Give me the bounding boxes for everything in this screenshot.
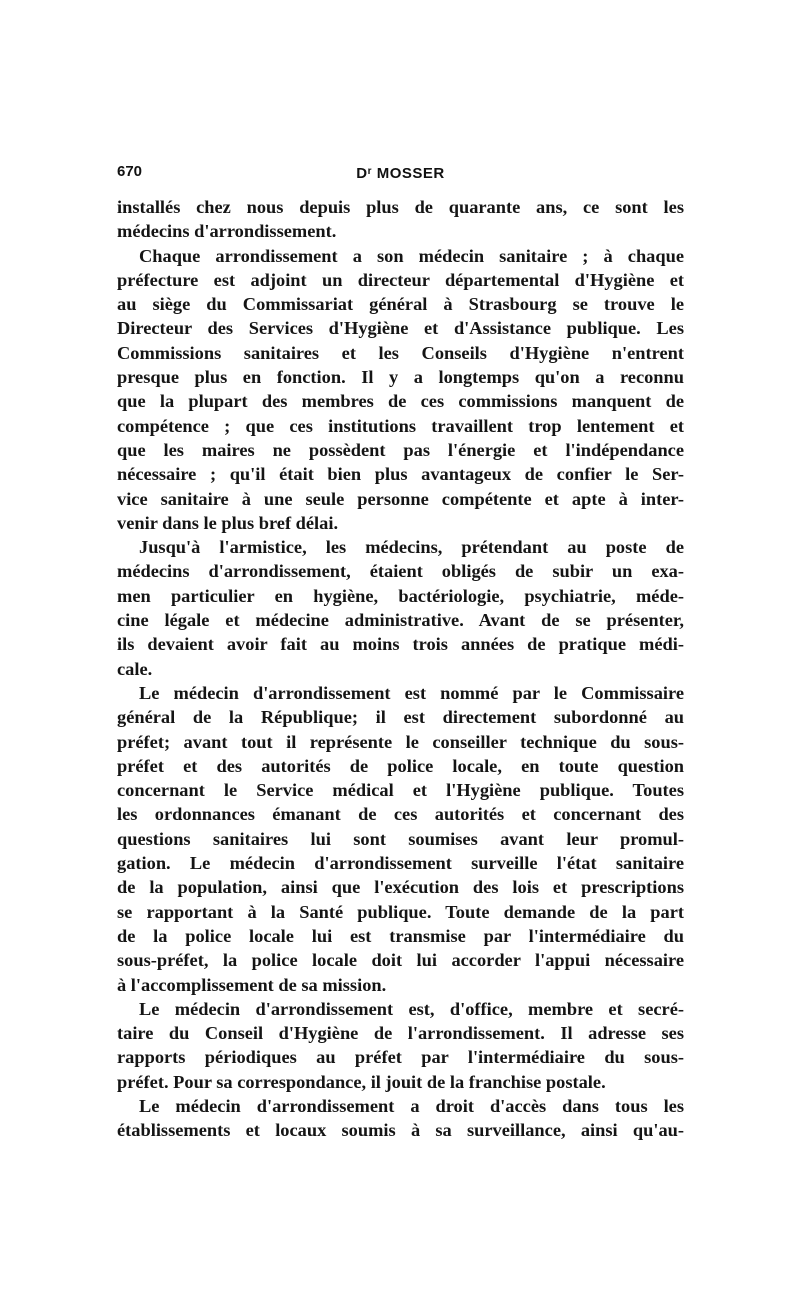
text-line: les ordonnances émanant de ces autorités et concernant des — [117, 804, 684, 825]
paragraph-continuation — [117, 195, 684, 244]
running-head-author: MOSSER — [376, 165, 445, 182]
text-line: général de la République; il est directement subordonné au — [117, 707, 684, 728]
paragraph-conseil-hygiene — [117, 997, 684, 1094]
text-line: venir dans le plus bref délai. — [117, 512, 339, 533]
text-line: établissements et locaux soumis à sa surveillance, ainsi qu'au- — [117, 1120, 684, 1141]
text-line: que les maires ne possèdent pas l'énergie et l'indépendance — [117, 439, 684, 460]
text-line: questions sanitaires lui sont soumises avant leur promul- — [117, 828, 684, 849]
page-number: 670 — [117, 163, 143, 180]
text-line: Chaque arrondissement a son médecin sanitaire ; à chaque — [139, 245, 684, 266]
text-line: au siège du Commissariat général à Strasbourg se trouve le — [117, 294, 684, 315]
text-line: cine légale et médecine administrative. Avant de se présenter, — [117, 610, 684, 631]
text-line: à l'accomplissement de sa mission. — [117, 974, 387, 995]
text-line: cale. — [117, 658, 153, 679]
paragraph-droit-acces — [117, 1094, 684, 1143]
text-line: Jusqu'à l'armistice, les médecins, prétendant au poste de — [139, 537, 684, 558]
text-line: Le médecin d'arrondissement est nommé par le Commissaire — [139, 682, 684, 703]
text-line: rapports périodiques au préfet par l'intermédiaire du sous- — [117, 1047, 684, 1068]
text-line: men particulier en hygiène, bactériologie, psychiatrie, méde- — [117, 585, 684, 606]
text-line: presque plus en fonction. Il y a longtemps qu'on a reconnu — [117, 367, 684, 388]
text-line: préfet. Pour sa correspondance, il jouit de la franchise postale. — [117, 1071, 606, 1092]
text-line: médecins d'arrondissement, étaient obligés de subir un exa- — [117, 561, 684, 582]
text-line: compétence ; que ces institutions travaillent trop lentement et — [117, 415, 684, 436]
text-line: médecins d'arrondissement. — [117, 221, 337, 242]
text-line: préfet et des autorités de police locale, en toute question — [117, 755, 684, 776]
text-line: ils devaient avoir fait au moins trois années de pratique médi- — [117, 634, 684, 655]
text-line: préfet; avant tout il représente le conseiller technique du sous- — [117, 731, 684, 752]
running-head-title-prefix: D — [356, 165, 368, 182]
text-line: gation. Le médecin d'arrondissement surveille l'état sanitaire — [117, 853, 684, 874]
paragraph-medecin-sanitaire — [117, 244, 684, 536]
text-line: Commissions sanitaires et les Conseils d'Hygiène n'entrent — [117, 342, 684, 363]
text-line: sous-préfet, la police locale doit lui accorder l'appui nécessaire — [117, 950, 684, 971]
running-head — [117, 160, 684, 186]
book-page — [117, 160, 684, 1143]
text-line: Directeur des Services d'Hygiène et d'Assistance publique. Les — [117, 318, 684, 339]
text-line: concernant le Service médical et l'Hygiène publique. Toutes — [117, 780, 684, 801]
text-line: installés chez nous depuis plus de quarante ans, ce sont les — [117, 197, 684, 217]
paragraph-nomination — [117, 681, 684, 997]
text-line: de la police locale lui est transmise par l'intermédiaire du — [117, 925, 684, 946]
page-header — [117, 160, 684, 184]
text-line: se rapportant à la Santé publique. Toute demande de la part — [117, 901, 684, 922]
text-line: vice sanitaire à une seule personne compétente et apte à inter- — [117, 488, 684, 509]
text-line: Le médecin d'arrondissement a droit d'accès dans tous les — [139, 1095, 684, 1116]
text-line: que la plupart des membres de ces commissions manquent de — [117, 391, 684, 412]
text-line: nécessaire ; qu'il était bien plus avantageux de confier le Ser- — [117, 464, 684, 485]
text-line: taire du Conseil d'Hygiène de l'arrondissement. Il adresse ses — [117, 1023, 684, 1044]
running-head-title-superscript: r — [367, 166, 373, 177]
text-line: de la population, ainsi que l'exécution des lois et prescriptions — [117, 877, 684, 898]
text-line: Le médecin d'arrondissement est, d'office, membre et secré- — [139, 998, 684, 1019]
paragraph-armistice — [117, 535, 684, 681]
text-line: préfecture est adjoint un directeur départemental d'Hygiène et — [117, 269, 684, 290]
body-text — [117, 195, 684, 1143]
